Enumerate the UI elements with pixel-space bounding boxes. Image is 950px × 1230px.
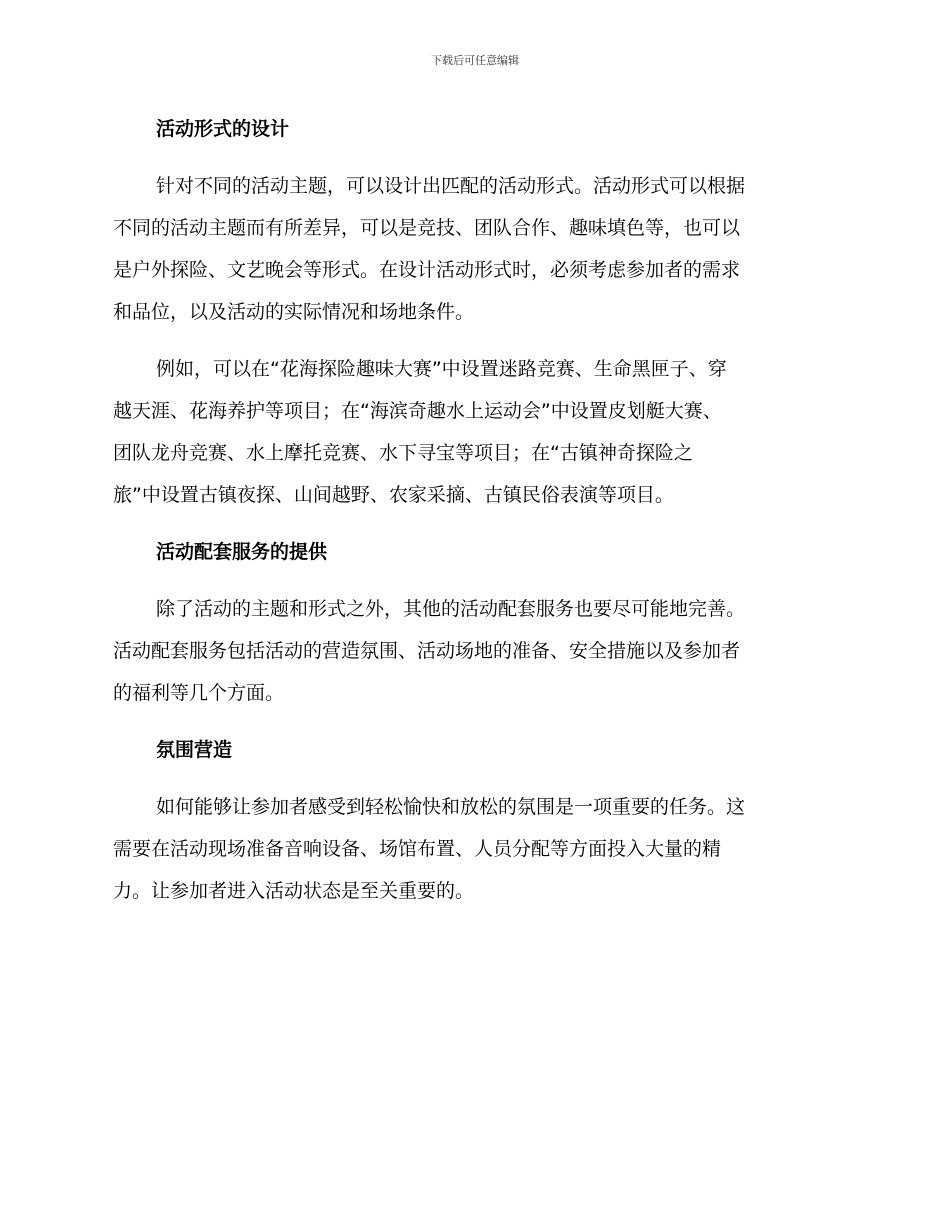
paragraph-line: 需要在活动现场准备音响设备、场馆布置、人员分配等方面投入大量的精 — [113, 838, 722, 860]
page-header-note: 下载后可任意编辑 — [431, 54, 519, 67]
paragraph-line: 针对不同的活动主题，可以设计出匹配的活动形式。活动形式可以根据 — [156, 175, 746, 197]
paragraph-line: 例如，可以在“花海探险趣味大赛”中设置迷路竞赛、生命黑匣子、穿 — [156, 358, 727, 380]
paragraph-line: 团队龙舟竞赛、水上摩托竞赛、水下寻宝等项目；在“古镇神奇探险之 — [113, 442, 693, 464]
section-heading: 活动配套服务的提供 — [156, 541, 328, 563]
paragraph — [113, 165, 829, 333]
section-heading: 活动形式的设计 — [156, 118, 290, 140]
paragraph — [113, 588, 829, 714]
paragraph-line: 活动配套服务包括活动的营造氛围、活动场地的准备、安全措施以及参加者 — [113, 640, 741, 662]
paragraph-line: 如何能够让参加者感受到轻松愉快和放松的氛围是一项重要的任务。这 — [156, 796, 746, 818]
paragraph — [113, 786, 829, 912]
section-heading: 氛围营造 — [156, 739, 233, 761]
paragraph-line: 力。让参加者进入活动状态是至关重要的。 — [113, 880, 475, 902]
paragraph-line: 不同的活动主题而有所差异，可以是竞技、团队合作、趣味填色等，也可以 — [113, 217, 741, 239]
paragraph-line: 旅”中设置古镇夜探、山间越野、农家采摘、古镇民俗表演等项目。 — [113, 484, 674, 506]
paragraph-line: 除了活动的主题和形式之外，其他的活动配套服务也要尽可能地完善。 — [156, 598, 746, 620]
paragraph-line: 的福利等几个方面。 — [113, 682, 285, 704]
document-body — [113, 108, 829, 927]
paragraph-line: 是户外探险、文艺晚会等形式。在设计活动形式时，必须考虑参加者的需求 — [113, 259, 741, 281]
paragraph — [113, 348, 829, 516]
paragraph-line: 越天涯、花海养护等项目；在“海滨奇趣水上运动会”中设置皮划艇大赛、 — [113, 400, 722, 422]
paragraph-line: 和品位，以及活动的实际情况和场地条件。 — [113, 301, 475, 323]
